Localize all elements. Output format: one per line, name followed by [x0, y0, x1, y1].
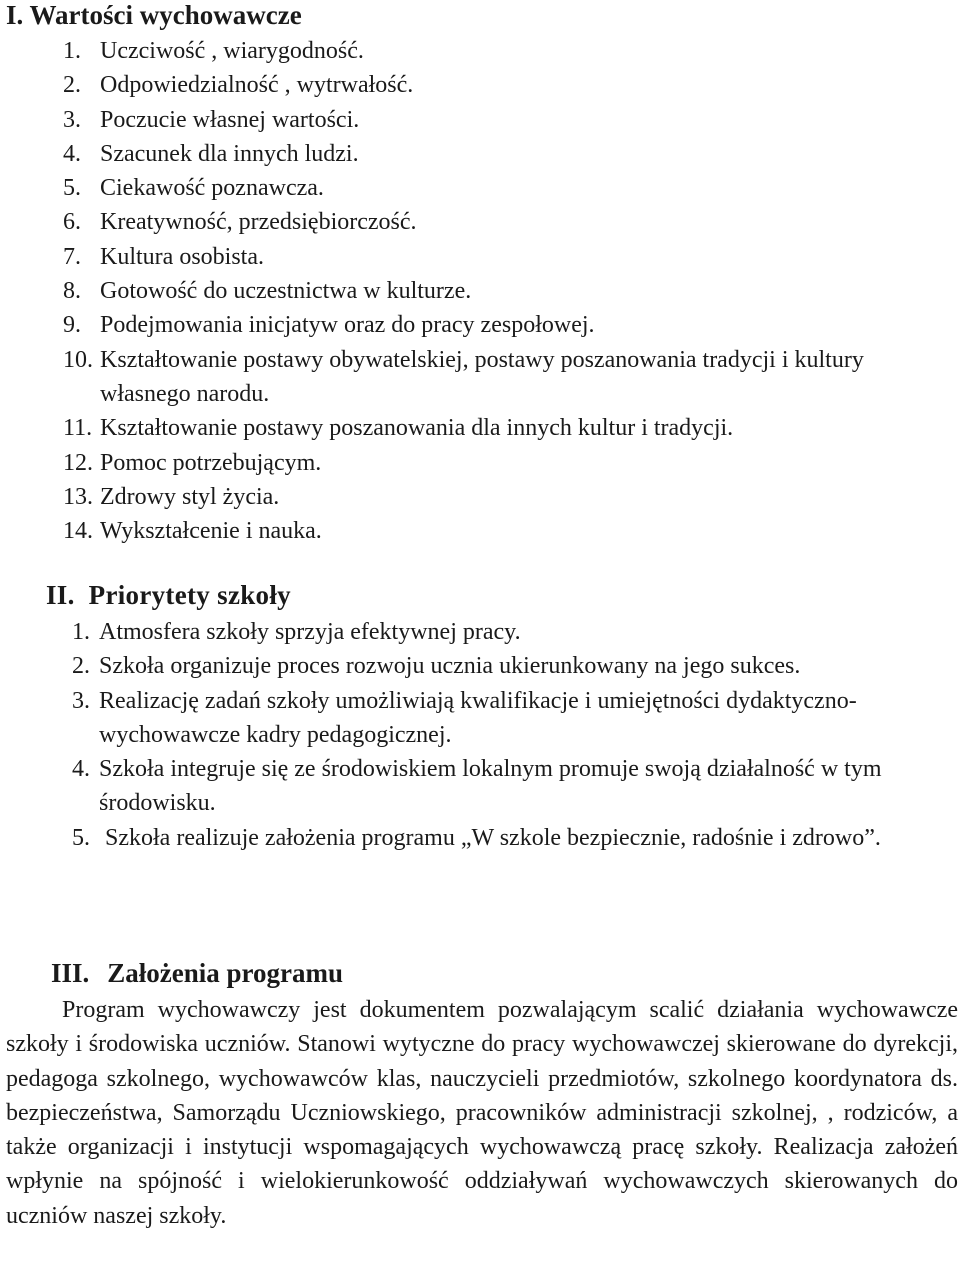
list-item: 7. Kultura osobista.	[63, 243, 264, 270]
list-item: 13. Zdrowy styl życia.	[63, 483, 280, 510]
values-list	[0, 34, 960, 548]
list-item: 5. Szkoła realizuje założenia programu „W szkole bezpiecznie, radośnie i zdrowo”.	[72, 824, 881, 851]
list-item: 1. Atmosfera szkoły sprzyja efektywnej pracy.	[72, 619, 521, 645]
list-item: 3. Realizację zadań szkoły umożliwiają kwalifikacje i umiejętności dydaktyczno- wychowawcze kadry pedagogicznej.	[72, 687, 857, 748]
list-item: 10. Kształtowanie postawy obywatelskiej, postawy poszanowania tradycji i kultury własnego narodu.	[63, 346, 864, 407]
section-2-heading: Priorytety szkoły	[88, 580, 291, 610]
list-item: 8. Gotowość do uczestnictwa w kulturze.	[63, 278, 472, 305]
list-item: 2. Odpowiedzialność , wytrwałość.	[63, 72, 414, 99]
list-item: 11. Kształtowanie postawy poszanowania dla innych kultur i tradycji.	[63, 415, 734, 442]
list-item: 6. Kreatywność, przedsiębiorczość.	[63, 209, 417, 236]
list-item: 12. Pomoc potrzebującym.	[63, 449, 322, 476]
program-assumptions-paragraph: Program wychowawczy jest dokumentem pozwalającym scalić działania wychowawcze szkoły i środowiska uczniów. Stanowi wytyczne do pracy wychowawczej skierowane do dyrekcji, pedagoga szkolnego, wychowawców klas, nauczycieli przedmiotów, szkolnego koordynatora ds. bezpieczeństwa, Samorządu Uczniowskiego, pracowników administracji szkolnej, , rodziców, a także organizacji i instytucji wspomagających wychowawczą pracę szkoły. Realizacja założeń wpłynie na spójność i wielokierunkowość oddziaływań wychowawczych skierowanych do uczniów naszej szkoły.	[6, 997, 958, 1229]
list-item: 1. Uczciwość , wiarygodność.	[63, 38, 364, 64]
list-item: 5. Ciekawość poznawcza.	[63, 175, 324, 202]
section-3-number: III.	[51, 958, 90, 988]
section-2-number: II.	[46, 580, 75, 610]
section-2-title	[46, 578, 291, 612]
list-item: 3. Poczucie własnej wartości.	[63, 106, 360, 133]
section-3-title	[51, 956, 343, 990]
section-1-title: I. Wartości wychowawcze	[6, 0, 302, 30]
list-item: 4. Szkoła integruje się ze środowiskiem lokalnym promuje swoją działalność w tym środowisku.	[72, 756, 882, 817]
priorities-list	[0, 615, 960, 855]
list-item: 4. Szacunek dla innych ludzi.	[63, 140, 359, 167]
list-item: 9. Podejmowania inicjatyw oraz do pracy zespołowej.	[63, 312, 595, 339]
section-3-heading: Założenia programu	[107, 958, 344, 988]
list-item: 14. Wykształcenie i nauka.	[63, 518, 322, 545]
list-item: 2. Szkoła organizuje proces rozwoju ucznia ukierunkowany na jego sukces.	[72, 653, 801, 680]
